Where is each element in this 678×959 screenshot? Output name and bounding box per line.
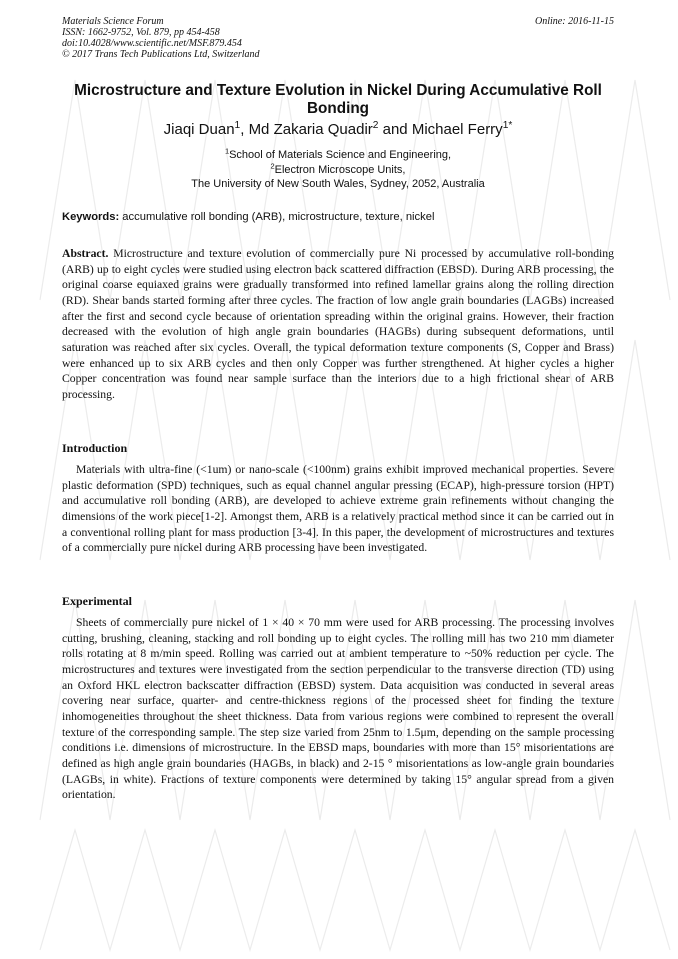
journal-issn: ISSN: 1662-9752, Vol. 879, pp 454-458 (62, 27, 220, 38)
journal-name: Materials Science Forum (62, 16, 164, 27)
affiliation-line (62, 177, 614, 192)
affiliation-mark: 2 (270, 160, 275, 170)
affiliation-text: School of Materials Science and Engineering, (229, 149, 452, 161)
introduction-paragraph: Materials with ultra-fine (<1um) or nano-scale (<100nm) grains exhibit improved mechanical properties. Severe plastic deformation (SPD) techniques, such as equal channel angular pressing (ECAP), high-pressure torsion (HPT) and accumulative roll bonding (ARB), are developed to achieve extreme grain refinements without changing the dimensions of the work piece[1-2]. Amongst them, ARB is a relatively practical method since it can be carried out in a conventional rolling plant for mass production [3-4]. In this paper, the development of microstructures and textures of a commercially pure nickel during ARB processing have been investigated. (62, 463, 614, 555)
author-affiliation-mark: 1 (234, 120, 241, 131)
abstract (62, 246, 614, 403)
keywords-label: Keywords: (62, 211, 120, 223)
affiliation-line (62, 148, 614, 163)
experimental-paragraph: Sheets of commercially pure nickel of 1 × 40 × 70 mm were used for ARB processing. The processing involves cutting, brushing, cleaning, stacking and roll bonding up to eight cycles. The rolling mill has two 210 mm diameter rolls rotating at 8 m/min speed. Rolling was carried out at ambient temperature to ~50% reduction per cycle. The microstructures and textures were investigated from the section perpendicular to the transverse direction (TD) using an Oxford HKL electron backscatter diffraction (EBSD) system. Data acquisition was conducted in several areas covering near surface, quarter- and centre-thickness regions of the processed sheet for finding the texture inhomogeneities throughout the sheet thickness. Data from various regions were combined to represent the overall texture of the corresponding sample. The step size varied from 25nm to 1.5μm, depending on the sample processing conditions i.e. dimensions of microstructure. In the EBSD maps, boundaries with more than 15° misorientations are defined as high angle grain boundaries (HAGBs, in black) and 2-15 ° misorientations as low-angle grain boundaries (LAGBs, in white). Fractions of texture components were determined by taking 15° angular spread from a given orientation. (62, 616, 614, 802)
section-heading-experimental: Experimental (62, 594, 132, 608)
abstract-label: Abstract. (62, 247, 109, 260)
affiliation-mark: 1 (224, 146, 230, 156)
journal-doi: doi:10.4028/www.scientific.net/MSF.879.454 (62, 38, 242, 49)
author-separator: and (378, 121, 412, 138)
abstract-text: Microstructure and texture evolution of commercially pure Ni processed by accumulative roll-bonding (ARB) up to eight cycles were studied using electron back scattered diffraction (EBSD). During ARB processing, the original coarse equiaxed grains were gradually transformed into refined lamellar grains along the rolling direction (RD). Shear bands started forming after three cycles. The fraction of low angle grain boundaries (LAGBs) increased after the first and second cycle because of orientation spreading within the original grains. However, their fraction decreased with the evolution of high angle grain boundaries (HAGBs) during subsequent deformations, until saturation was reached after six cycles. Overall, the typical deformation texture components (S, Copper and Brass) were enhanced up to six ARB cycles and then only Copper was further strengthened. At higher cycles a higher Copper concentration was found near sample surface than the interiors due to a high frictional shear of ARB processing. (62, 247, 614, 401)
author-affiliation-mark: 1* (502, 120, 513, 131)
affiliations (62, 148, 614, 192)
section-heading-introduction: Introduction (62, 441, 128, 455)
author-name: Md Zakaria Quadir (248, 121, 373, 138)
author-name: Michael Ferry (411, 121, 503, 138)
affiliation-text: Electron Microscope Units, (274, 163, 406, 176)
author-name: Jiaqi Duan (163, 121, 235, 138)
journal-header (62, 16, 260, 60)
affiliation-text: The University of New South Wales, Sydney, 2052, Australia (191, 178, 485, 190)
author-separator: , (240, 121, 249, 138)
affiliation-line (62, 160, 614, 178)
online-date: Online: 2016-11-15 (535, 16, 614, 27)
author-affiliation-mark: 2 (372, 120, 379, 131)
copyright-line: © 2017 Trans Tech Publications Ltd, Switzerland (62, 49, 260, 60)
author-list (62, 120, 614, 140)
keywords-text: accumulative roll bonding (ARB), microstructure, texture, nickel (119, 211, 435, 223)
paper-title: Microstructure and Texture Evolution in Nickel During Accumulative Roll Bonding (74, 82, 602, 117)
keywords (62, 210, 614, 224)
